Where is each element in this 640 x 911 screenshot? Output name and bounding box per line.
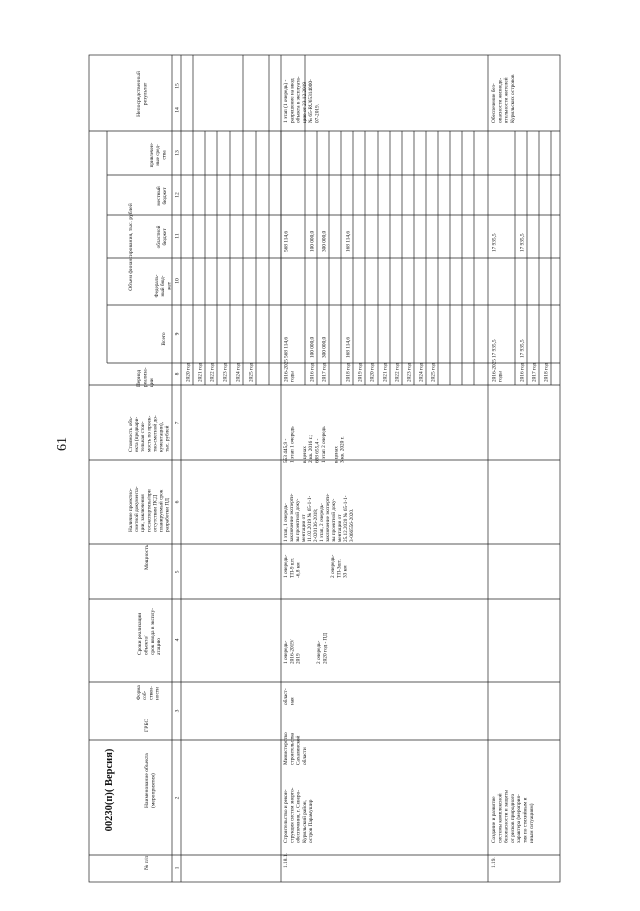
column-number-row: [175, 83, 181, 869]
empty-year-0: 2020 год: [185, 362, 192, 382]
column-number-4: 4: [174, 638, 181, 642]
header-financing: [127, 203, 134, 291]
row-1-18-1-capacity-q2: [330, 554, 349, 578]
row-1-19-total-0: 17 935,5: [491, 339, 498, 358]
header-docs-text: Наличие проектно-сметной документа-ции, заключениягосэкспертизы/приотсутствии ПСДпланируемый срокразработки ПД: [128, 486, 171, 532]
row-1-18-1-year-2: 2016 год: [309, 362, 316, 382]
column-number-9: 9: [174, 332, 181, 336]
header-local-text: местныйбюджет: [156, 186, 169, 206]
row-1-18-1-total-1: 100 000,0: [309, 336, 316, 358]
column-number-6: 6: [174, 500, 181, 504]
header-financing-text: Объем финансирования, тыс. рублей: [128, 203, 134, 291]
row-1-19-year-1: годы: [497, 371, 504, 382]
row-1-18-1-year-10: 2024 год: [418, 362, 425, 382]
header-name: [143, 753, 157, 808]
header-attracted-text: привлечен-ные сред-ства: [149, 142, 168, 168]
row-1-18-1-number: [283, 853, 289, 868]
row-1-18-1-total-0: 568 114,6: [283, 337, 290, 358]
row-1-19-year-4: 2018 год: [543, 362, 550, 382]
column-number-8: 8: [174, 372, 181, 376]
row-1-18-1-values: [284, 230, 437, 382]
header-grbs-text: ГРБС: [144, 718, 150, 732]
column-number-5: 5: [174, 570, 181, 574]
row-1-18-1-documentation: [283, 493, 355, 542]
header-no-text: № п/п: [144, 855, 150, 870]
row-1-18-1-year-4: 2018 год: [345, 362, 352, 382]
header-federal: [154, 274, 172, 297]
header-cost: [127, 415, 171, 452]
header-capacity: [144, 544, 150, 570]
header-regional-text: областнойбюджет: [156, 225, 169, 249]
row-1-18-1-cost-text: 553 445,9 -1 этап 1 очередь в ценах2 кв. 2016 г.;698 655,4 -1 этап 2 очередь в ценах3 кв. 2020 г.: [283, 426, 346, 463]
header-cost-text: Стоимость объ-екта (предвари-тельная стои-мость по проек-тно-сметной до-кументации),тыс. рублей: [128, 415, 171, 452]
column-number-1: 1: [174, 866, 181, 870]
row-1-18-1-cost: [283, 426, 346, 463]
row-1-18-1-year-1: годы: [289, 371, 296, 382]
page-number: 61: [55, 437, 70, 451]
row-1-19-number-text: 1.19.: [491, 857, 497, 868]
column-number-3: 3: [174, 709, 181, 713]
header-period: [136, 367, 155, 387]
empty-year-1: 2021 год: [197, 362, 204, 382]
row-1-18-1-total-2: 300 000,0: [321, 336, 328, 358]
row-1-18-1-year-8: 2022 год: [394, 362, 401, 382]
row-1-19-year-3: 2017 год: [531, 362, 538, 382]
header-ownership-text: Формасоб-ствен-ности: [136, 685, 161, 700]
row-1-18-1-regional-3: 168 114,6: [345, 231, 352, 252]
row-1-19-regional-0: 17 935,5: [491, 233, 498, 252]
row-1-19-total-1: 17 935,5: [519, 339, 526, 358]
row-1-18-1-terms-q1-text: 1 очередь-2016-2019/2019: [283, 639, 302, 664]
row-1-18-1-ownership-text: област-ная: [283, 688, 296, 705]
header-docs: [128, 486, 171, 532]
row-1-18-1-terms-q2: [316, 633, 328, 664]
row-1-18-1-regional-2: 300 000,0: [321, 230, 328, 252]
row-1-19-year-2: 2016 год: [519, 362, 526, 382]
table-grid: [89, 55, 560, 882]
table-header: [127, 71, 172, 870]
row-1-19-values: [492, 233, 550, 382]
row-1-18-1-number-text: 1.18.1.: [283, 853, 289, 868]
header-name-text: Наименование объекта(мероприятия): [144, 753, 157, 808]
row-1-18-1-year-3: 2017 год: [321, 362, 328, 382]
table-row-1-19: [490, 74, 550, 868]
row-1-18-1-year-0: 2016-2025: [283, 359, 290, 382]
row-1-18-1-capacity-q1: [283, 554, 302, 578]
row-1-18-1-documentation-text: 1 этап, 1 очередь-заключение эксперти-зы проектной доку-ментации от11.02.2019 № 65-1-1-2-020136-2018;1 этап, 2 очередь-заключение эксперти-зы проектной доку-ментации от25.12.2020 № 65-1-1-3-066556-2020.: [283, 493, 355, 542]
row-1-19-result-text: Обеспечение без-опасности жизнеде-ятельности жителейКурильских островов: [491, 74, 516, 123]
empty-year-5: 2025 год: [248, 362, 255, 382]
header-grbs: [144, 718, 150, 732]
row-1-18-1-result: [282, 76, 321, 123]
row-1-18-1-year-11: 2025 год: [430, 362, 437, 382]
row-1-18-1-ownership: [282, 688, 295, 705]
row-1-18-1-regional-0: 568 114,6: [283, 231, 290, 252]
header-federal-text: Федераль-ный бюд-жет: [154, 274, 173, 298]
row-1-19-name-text: Создание и развитиесистемы комплекснойбезопасности и защитыот рисков природногохарактера (мероприя-тия по стихийным ииным ситуациям): [491, 789, 535, 843]
row-1-19-result: [490, 74, 516, 123]
footer-code: 00230(п)( Версия): [104, 748, 115, 832]
row-1-19-regional-1: 17 935,5: [519, 233, 526, 252]
row-1-18-1-grbs-text: МинистерствостроительстваСахалинскойобласти: [283, 732, 308, 765]
column-number-13: 13: [174, 150, 181, 156]
column-number-2: 2: [174, 796, 181, 800]
header-total-text: Всего: [161, 332, 167, 346]
row-1-18-1-name-text: Строительство и рекон-струкция систем энерго-обеспечения, г. Северо-Курильский район,остров Парамушир: [283, 787, 315, 843]
row-1-18-1-year-5: 2019 год: [357, 362, 364, 382]
header-attracted: [149, 142, 167, 167]
row-1-18-1-total-3: 168 114,6: [345, 337, 352, 358]
header-terms-text: Сроки реализацииобъекта/срок ввода в эксплу-атацию: [137, 608, 163, 655]
header-no: [144, 856, 150, 870]
header-terms: [137, 608, 162, 655]
row-1-19-number: [491, 857, 497, 868]
column-number-14: 14: [174, 107, 181, 113]
row-1-18-1-grbs: [283, 732, 308, 765]
row-1-18-1-year-7: 2021 год: [382, 362, 389, 382]
empty-year-3: 2023 год: [222, 362, 229, 382]
row-1-18-1-year-9: 2023 год: [406, 362, 413, 382]
header-regional: [155, 225, 168, 248]
empty-year-4: 2024 год: [235, 362, 242, 382]
header-result-text: Непосредственныйрезультат: [136, 71, 149, 117]
header-total: [161, 332, 167, 346]
column-number-10: 10: [174, 278, 181, 284]
row-1-18-1-capacity-q1-text: 1 очередь-ТП-9 шт.-6,8 км: [283, 554, 302, 578]
row-1-18-1-regional-1: 100 000,0: [309, 230, 316, 252]
row-1-18-1-capacity-q2-text: 2 очередь-ТП-3шт.33 км: [330, 554, 349, 578]
column-number-11: 11: [174, 233, 181, 239]
header-period-text: Периодреализа-ции: [136, 367, 155, 387]
column-number-15: 15: [174, 83, 181, 89]
header-local: [155, 186, 168, 206]
column-number-7: 7: [174, 421, 181, 425]
column-number-12: 12: [174, 192, 181, 198]
header-capacity-text: Мощность: [144, 544, 150, 570]
row-1-18-1-result-text: 1 этап (1 очередь) -разрешение на вводобъекта в эксплуата-цию от 23.12.2019№ 65-RU65314000-07-2019.: [283, 76, 321, 123]
row-1-19-name: [491, 789, 535, 843]
row-1-18-1-terms-q1: [283, 639, 302, 664]
header-ownership: [136, 685, 161, 700]
row-1-18-1-name: [283, 787, 314, 843]
empty-year-2: 2022 год: [209, 362, 216, 382]
header-result: [135, 71, 149, 117]
row-1-18-1-terms-q2-text: 2 очередь-2020 год - ПД: [316, 632, 329, 664]
empty-year-rows: [186, 363, 255, 382]
row-1-18-1-year-6: 2020 год: [369, 362, 376, 382]
row-1-19-year-0: 2016-2025: [491, 359, 498, 382]
